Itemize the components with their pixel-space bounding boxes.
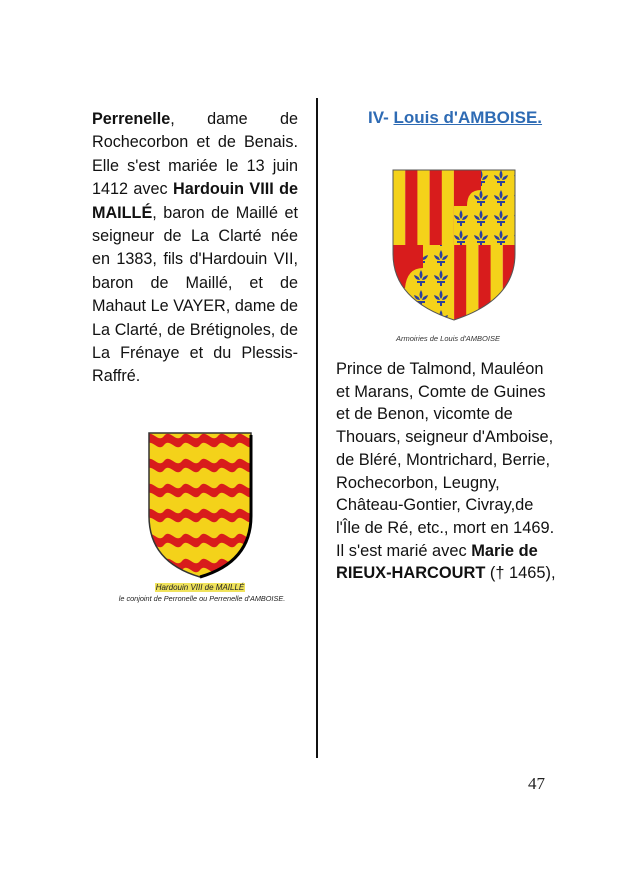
name-marie: Marie de RIEUX-HARCOURT xyxy=(336,541,538,583)
page-number: 47 xyxy=(528,774,545,793)
maille-arms-caption-title xyxy=(100,583,300,592)
heading-prefix: IV- xyxy=(367,108,394,127)
name-hardouin: Hardouin VIII de MAILLÉ xyxy=(92,180,299,222)
section-heading xyxy=(350,108,560,128)
heading-name: Louis d'AMBOISE. xyxy=(393,108,543,127)
maille-arms-caption-subtitle: le conjoint de Perronelle ou Perrenelle d'AMBOISE. xyxy=(118,594,286,603)
left-text-part-1: , dame de Rochecorbon et de Benais. Elle s'est mariée le 13 juin 1412 avec xyxy=(92,110,298,199)
amboise-coat-of-arms-icon xyxy=(391,168,517,322)
maille-caption-highlight: Hardouin VIII de MAILLÉ xyxy=(155,583,245,592)
name-perrenelle: Perrenelle xyxy=(92,110,171,128)
maille-coat-of-arms-icon xyxy=(146,430,254,580)
amboise-arms-caption: Armoiries de Louis d'AMBOISE xyxy=(396,334,500,343)
right-text-part-1: Prince de Talmond, Mauléon et Marans, Comte de Guines et de Benon, vicomte de Thouars, seigneur d'Amboise, de Bléré, Montrichard, Berrie, Rochecorbon, Leugny, Château-Gontier, Civray,de l'Île de Ré, etc., mort en 1469. Il s'est marié avec xyxy=(336,360,555,560)
right-column-text xyxy=(336,358,560,585)
left-column-text xyxy=(92,108,298,389)
column-divider xyxy=(316,98,318,758)
left-text-part-2: , baron de Maillé et seigneur de La Clarté née en 1383, fils d'Hardouin VII, baron de Maillé, et de Mahaut Le VAYER, dame de La Clarté, de Brétignoles, de La Frénaye et du Plessis-Raffré. xyxy=(92,203,298,386)
right-text-part-2: († 1465), xyxy=(485,564,556,583)
right-column xyxy=(336,108,560,583)
